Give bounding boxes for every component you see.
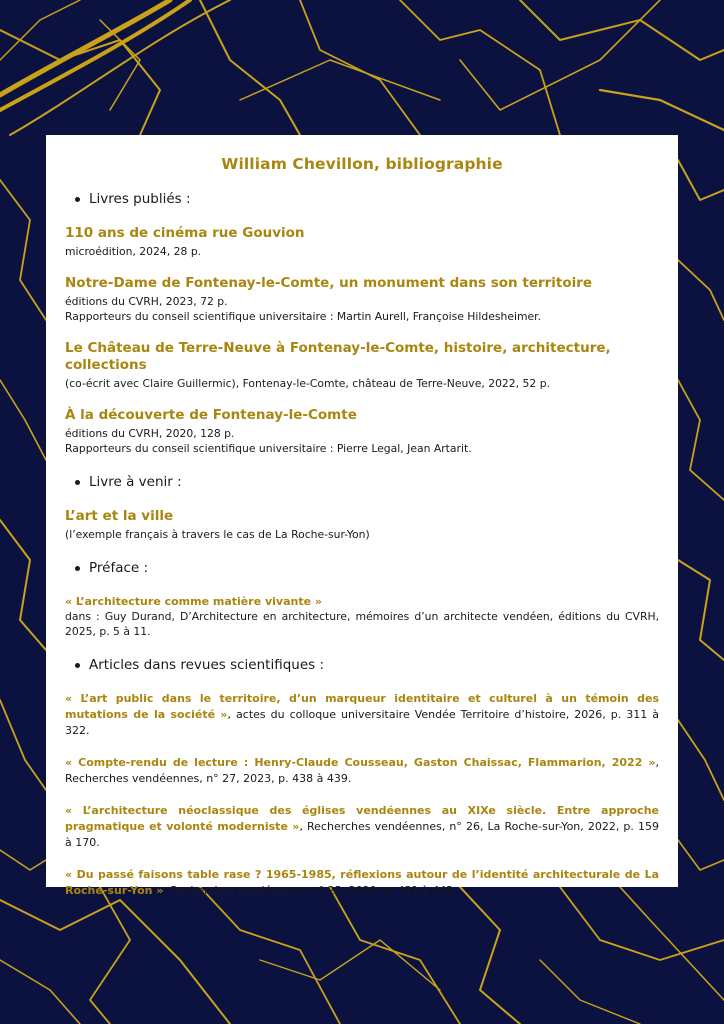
preface-details: dans : Guy Durand, D’Architecture en architecture, mémoires d’un architecte vendéen, éditions du CVRH, 2025, p. 5 à 11. <box>65 610 659 638</box>
book-details: éditions du CVRH, 2020, 128 p. <box>65 427 235 440</box>
article-entry <box>65 803 659 851</box>
article-title: « Du passé faisons table rase ? 1965-1985, réflexions autour de l’identité architecturale de La Roche-sur-Yon » <box>65 868 659 897</box>
article-details: , Recherches vendéennes, n° 25, 2020, p. 431 à 442. <box>163 884 457 897</box>
book-details: Rapporteurs du conseil scientifique universitaire : Martin Aurell, Françoise Hildesheimer. <box>65 310 542 323</box>
preface-title: « L’architecture comme matière vivante » <box>65 595 323 608</box>
bibliography-card <box>46 135 678 897</box>
bullet-icon <box>75 663 80 668</box>
section-heading-label: Préface : <box>89 560 149 576</box>
book-entry <box>65 275 659 324</box>
article-details: , Recherches vendéennes, n° 27, 2023, p. 438 à 439. <box>65 756 659 785</box>
article-details: , actes du colloque universitaire Vendée Territoire d’histoire, 2026, p. 311 à 322. <box>65 708 659 737</box>
preface-entry <box>65 594 659 639</box>
section-heading-label: Livres publiés : <box>89 191 191 207</box>
book-details: microédition, 2024, 28 p. <box>65 245 202 258</box>
book-title: Le Château de Terre-Neuve à Fontenay-le-Comte, histoire, architecture, collections <box>65 340 611 373</box>
book-details: (co-écrit avec Claire Guillermic), Fontenay-le-Comte, château de Terre-Neuve, 2022, 52 p. <box>65 377 550 390</box>
section-heading-label: Articles dans revues scientifiques : <box>89 657 325 673</box>
bullet-icon <box>75 197 80 202</box>
page-title: William Chevillon, bibliographie <box>221 155 503 173</box>
book-title: Notre-Dame de Fontenay-le-Comte, un monument dans son territoire <box>65 275 593 291</box>
bullet-icon <box>75 480 80 485</box>
article-entry <box>65 755 659 787</box>
article-title: « Compte-rendu de lecture : Henry-Claude Cousseau, Gaston Chaissac, Flammarion, 2022 » <box>65 756 656 769</box>
article-title: « L’art public dans le territoire, d’un marqueur identitaire et culturel à un témoin des mutations de la société » <box>65 692 659 721</box>
article-details: , Recherches vendéennes, n° 26, La Roche-sur-Yon, 2022, p. 159 à 170. <box>65 820 659 849</box>
article-title: « L’architecture néoclassique des églises vendéennes au XIXe siècle. Entre approche pragmatique et volonté moderniste » <box>65 804 659 833</box>
upcoming-book-entry <box>65 508 659 542</box>
section-heading-preface <box>75 560 659 576</box>
book-entry <box>65 225 659 259</box>
section-heading-label: Livre à venir : <box>89 474 182 490</box>
book-title: 110 ans de cinéma rue Gouvion <box>65 225 305 241</box>
article-entry <box>65 867 659 899</box>
article-entry <box>65 691 659 739</box>
book-title: À la découverte de Fontenay-le-Comte <box>65 407 357 423</box>
book-title: L’art et la ville <box>65 508 174 524</box>
section-heading-articles <box>75 657 659 673</box>
section-heading-upcoming <box>75 474 659 490</box>
book-details: Rapporteurs du conseil scientifique universitaire : Pierre Legal, Jean Artarit. <box>65 442 472 455</box>
book-details: (l’exemple français à travers le cas de La Roche-sur-Yon) <box>65 528 370 541</box>
book-details: éditions du CVRH, 2023, 72 p. <box>65 295 228 308</box>
book-entry <box>65 407 659 456</box>
bullet-icon <box>75 566 80 571</box>
book-entry <box>65 340 659 391</box>
section-heading-books <box>75 191 659 207</box>
